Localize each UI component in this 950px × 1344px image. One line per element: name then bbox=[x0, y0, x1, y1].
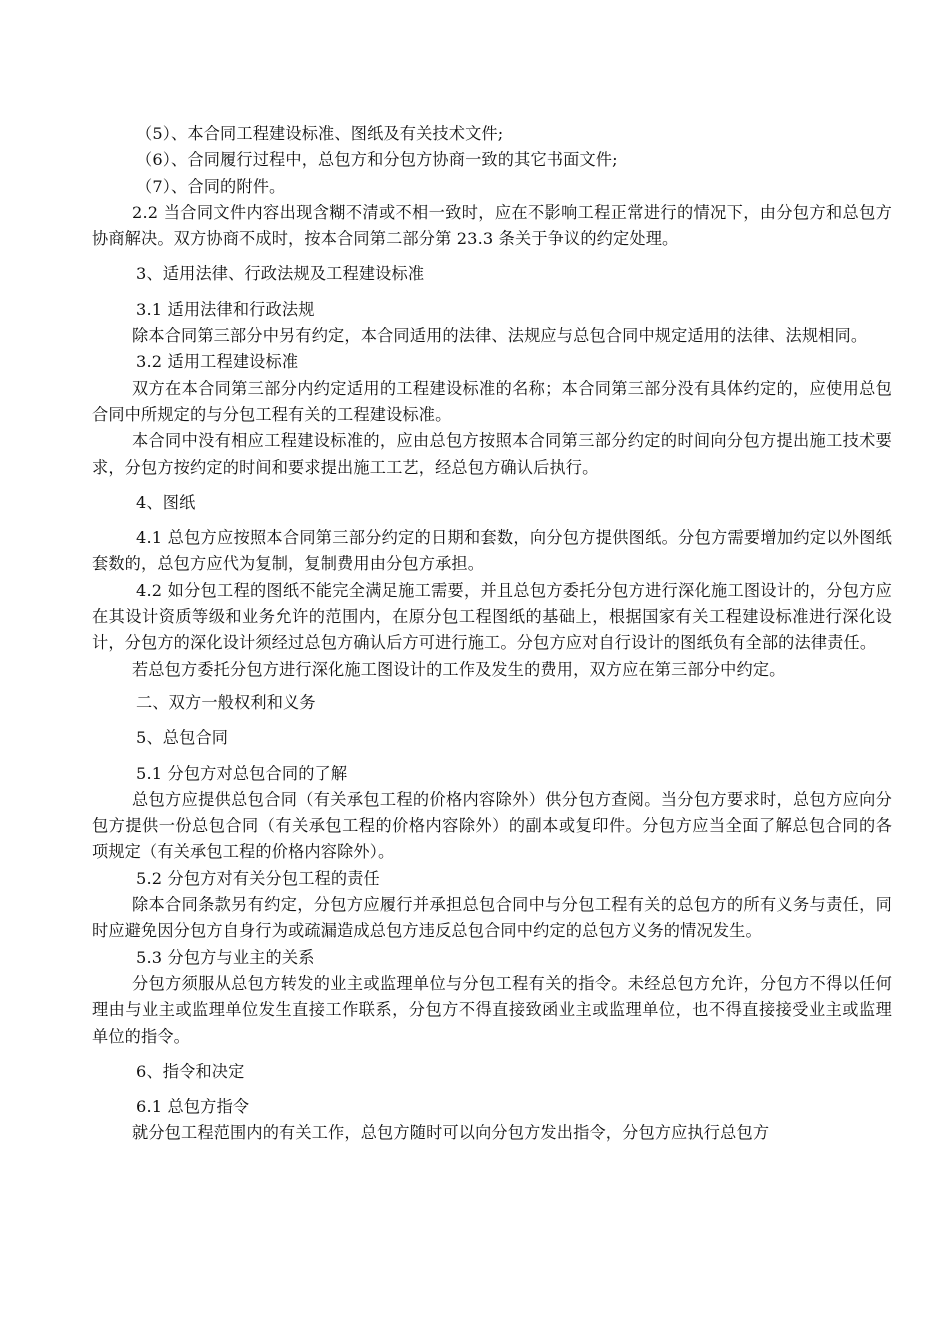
list-item-7: （7）、合同的附件。 bbox=[136, 176, 286, 196]
clause-heading-5-3: 5.3 分包方与业主的关系 bbox=[136, 947, 315, 967]
document-body bbox=[92, 121, 892, 1147]
section-heading-4: 4、图纸 bbox=[136, 492, 196, 512]
section-heading-6: 6、指令和决定 bbox=[136, 1061, 245, 1081]
clause-5-2-text: 除本合同条款另有约定，分包方应履行并承担总包合同中与分包工程有关的总包方的所有义务与责任，同时应避免因分包方自身行为或疏漏造成总包方违反总包合同中约定的总包方义务的情况发生。 bbox=[92, 895, 892, 941]
clause-heading-5-2: 5.2 分包方对有关分包工程的责任 bbox=[136, 868, 380, 888]
clause-heading-6-1: 6.1 总包方指令 bbox=[136, 1097, 250, 1117]
list-item-5: （5）、本合同工程建设标准、图纸及有关技术文件; bbox=[136, 124, 504, 143]
section-heading-5: 5、总包合同 bbox=[136, 728, 229, 748]
clause-heading-3-2: 3.2 适用工程建设标准 bbox=[136, 352, 299, 372]
clause-5-1-text: 总包方应提供总包合同（有关承包工程的价格内容除外）供分包方查阅。当分包方要求时，总包方应向分包方提供一份总包合同（有关承包工程的价格内容除外）的副本或复印件。分包方应当全面了解总包合同的各项规定（有关承包工程的价格内容除外）。 bbox=[92, 789, 892, 862]
clause-heading-5-1: 5.1 分包方对总包合同的了解 bbox=[136, 763, 348, 783]
clause-heading-3-1: 3.1 适用法律和行政法规 bbox=[136, 299, 315, 319]
clause-3-2-text-b: 本合同中没有相应工程建设标准的，应由总包方按照本合同第三部分约定的时间向分包方提出施工技术要求，分包方按约定的时间和要求提出施工工艺，经总包方确认后执行。 bbox=[92, 431, 892, 477]
clause-4-2-extra: 若总包方委托分包方进行深化施工图设计的工作及发生的费用，双方应在第三部分中约定。 bbox=[132, 659, 786, 679]
clause-4-2: 4.2 如分包工程的图纸不能完全满足施工需要，并且总包方委托分包方进行深化施工图设计的，分包方应在其设计资质等级和业务允许的范围内，在原分包工程图纸的基础上，根据国家有关工程建设标准进行深化设计，分包方的深化设计须经过总包方确认后方可进行施工。分包方应对自行设计的图纸负有全部的法律责任。 bbox=[92, 580, 892, 653]
clause-4-1: 4.1 总包方应按照本合同第三部分约定的日期和套数，向分包方提供图纸。分包方需要增加约定以外图纸套数的，总包方应代为复制，复制费用由分包方承担。 bbox=[92, 528, 892, 574]
section-heading-3: 3、适用法律、行政法规及工程建设标准 bbox=[136, 264, 425, 284]
clause-5-3-text: 分包方须服从总包方转发的业主或监理单位与分包工程有关的指令。未经总包方允许，分包方不得以任何理由与业主或监理单位发生直接工作联系，分包方不得直接致函业主或监理单位，也不得直接接受业主或监理单位的指令。 bbox=[92, 973, 892, 1046]
clause-2-2: 2.2 当合同文件内容出现含糊不清或不相一致时，应在不影响工程正常进行的情况下，由分包方和总包方协商解决。双方协商不成时，按本合同第二部分第 23.3 条关于争议的约定处理。 bbox=[92, 202, 892, 249]
clause-6-1-text: 就分包工程范围内的有关工作，总包方随时可以向分包方发出指令，分包方应执行总包方 bbox=[132, 1123, 770, 1143]
part-heading-2: 二、双方一般权利和义务 bbox=[136, 692, 316, 712]
clause-3-1-text: 除本合同第三部分中另有约定，本合同适用的法律、法规应与总包合同中规定适用的法律、法规相同。 bbox=[132, 326, 868, 346]
list-item-6: （6）、合同履行过程中，总包方和分包方协商一致的其它书面文件; bbox=[136, 150, 618, 170]
clause-3-2-text-a: 双方在本合同第三部分内约定适用的工程建设标准的名称；本合同第三部分没有具体约定的，应使用总包合同中所规定的与分包工程有关的工程建设标准。 bbox=[92, 378, 892, 424]
